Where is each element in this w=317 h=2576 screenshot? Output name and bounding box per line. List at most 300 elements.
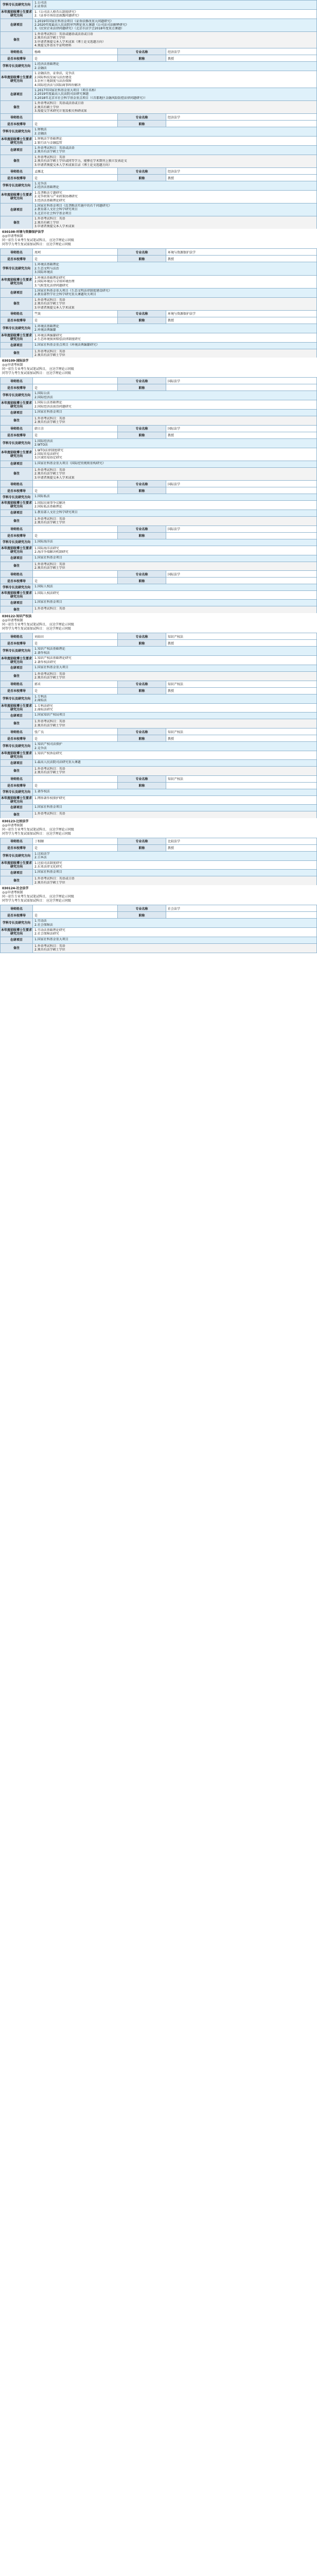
row-label: 学科专长及研究方向 (1, 324, 33, 333)
row-value: 是 (34, 257, 38, 261)
section-note: 同一招生专业考生复试笔试科目， 应达学理论示同级 (2, 367, 74, 371)
value-line: 2.东亚法律文化研究 (34, 865, 62, 869)
row-label: 在研项目 (1, 19, 33, 31)
value-line: 2.须具有法学硕士学位 (34, 948, 65, 952)
value-lines (34, 204, 315, 215)
row-remarks (1, 216, 316, 229)
value-line: 3.北京市社会科学基金项目 (34, 211, 72, 215)
row-label: 学科专长及研究方向 (1, 494, 33, 500)
value-line: 2.教育部人文社会科学研究项目 (34, 208, 78, 212)
row-supervisor (1, 776, 316, 783)
row-label: 是否本校博导 (1, 533, 33, 539)
row-label: 学科专长及研究方向 (1, 584, 33, 590)
value-lines (34, 790, 315, 793)
row-label: 备注 (1, 562, 33, 571)
supervisor-card (0, 377, 317, 425)
row-label: 是否本校博导 (1, 912, 33, 918)
supervisor-card (0, 633, 317, 680)
row-label: 学科专长及研究方向 (1, 62, 33, 71)
row-value (33, 204, 316, 216)
row-value (33, 181, 316, 190)
row-projects (1, 665, 316, 672)
row-research (1, 1, 316, 10)
value-lines (34, 752, 315, 755)
value-line: 1.国家社科基金项目 (34, 555, 62, 560)
value-lines (34, 468, 315, 480)
value-line: 2.须具有法学硕士学位 (34, 880, 65, 885)
row-label: 在研项目 (1, 510, 33, 516)
row-achievements (1, 751, 316, 760)
row-value: 国际法学 (168, 572, 181, 577)
value-lines (34, 877, 315, 885)
value-line: 2.须具有法学硕士学位 (34, 723, 65, 727)
value-line: 1.金融法治，证券法，竞争法 (34, 72, 75, 76)
row-label: 专业名称 (117, 249, 166, 255)
row-supervisor (1, 249, 316, 256)
row-label: 专业名称 (117, 905, 166, 911)
value-lines (34, 156, 315, 167)
row-value (33, 416, 316, 425)
row-status (1, 121, 316, 127)
value-lines (34, 462, 315, 465)
row-research (1, 181, 316, 191)
row-label: 本年度招收博士生要求研究方向 (1, 656, 32, 664)
value-line: 1.网络著作权保护研究 (34, 796, 65, 800)
row-value (166, 912, 316, 918)
row-research (1, 439, 316, 448)
row-achievements (1, 796, 316, 805)
row-value: 国际法学 (168, 528, 181, 532)
value-line: 1.外语考试科目：英语 (34, 607, 65, 611)
row-projects (1, 600, 316, 606)
value-line: 1.财税法学基础理论 (34, 137, 62, 141)
row-value (33, 905, 117, 911)
value-line: 1.专利法研究 (34, 704, 53, 708)
row-value (33, 349, 316, 358)
row-label: 导师姓名 (1, 776, 33, 782)
row-value: 教授 (168, 434, 174, 438)
value-line: 1.国家知识产权局项目 (34, 713, 65, 717)
value-line: 1.国际海洋法研究 (34, 546, 59, 550)
value-lines (34, 20, 315, 31)
value-lines (34, 600, 315, 604)
value-line: 1.国家社科基金重大项目《国际经贸规则重构研究》 (34, 461, 105, 465)
value-line: 2.国际经济法前沿问题研究 (34, 404, 72, 409)
value-lines (34, 796, 315, 800)
row-supervisor (1, 838, 316, 845)
row-value (33, 776, 117, 782)
section-note: 同等学力考生复试需加试科目： 应达学理论示同级 (2, 899, 71, 903)
value-lines (34, 191, 315, 202)
row-label: 导师姓名 (1, 378, 33, 384)
value-line: 1.竞争法 (34, 182, 47, 185)
value-lines (34, 767, 315, 775)
value-line: 2.教育部哲学社会科学研究重大课题攻关项目 (34, 293, 96, 297)
row-label: 在研项目 (1, 343, 33, 349)
value-lines (34, 32, 315, 48)
section-header (0, 885, 317, 905)
row-value: 知识产权法 (168, 777, 184, 782)
row-remarks (1, 101, 316, 113)
row-label: 在研项目 (1, 88, 33, 100)
row-achievements (1, 448, 316, 461)
value-line: 3.区域贸易协定研究 (34, 456, 62, 460)
row-value: 教授 (168, 176, 174, 180)
row-label: 是否本校博导 (1, 384, 33, 391)
value-line: 2.须具有硕士学位 (34, 221, 59, 225)
value-lines (34, 666, 315, 669)
row-status (1, 912, 316, 919)
value-lines (34, 517, 315, 525)
value-line: 1.《公司法人格否认制度研究》 (34, 10, 78, 14)
row-label: 本年度招收博士生要求研究方向 (1, 401, 32, 409)
row-label: 职称 (117, 55, 166, 61)
value-line: 1.外语考试科目：英语 (34, 349, 65, 353)
value-line: 1.环境法基础理论研究 (34, 276, 65, 280)
row-value: 比较法学 (168, 840, 181, 844)
row-value (33, 937, 316, 943)
value-lines (34, 656, 315, 664)
row-label: 本年度招收博士生要求研究方向 (1, 276, 33, 288)
row-value: 竺效 (34, 312, 41, 316)
value-line: 1.劳动法基础理论研究 (34, 928, 65, 933)
row-label: 职称 (117, 845, 166, 851)
row-value (33, 861, 316, 870)
value-line: 3.需提交学术研究计划及相关科研成果 (34, 109, 87, 113)
row-value (33, 461, 316, 467)
row-value (33, 517, 316, 526)
row-remarks (1, 606, 316, 613)
row-label: 学科专长及研究方向 (1, 391, 33, 400)
value-line: 3.2018年北京市社会科学基金重点项目（《首都地区金融风险防控法律问题研究》） (34, 96, 147, 100)
section-title: 030108-环境与资源保护法学 (2, 230, 44, 234)
row-value (33, 600, 316, 606)
row-projects (1, 410, 316, 416)
row-value (33, 539, 316, 546)
value-line: 2.金融法 (34, 131, 47, 135)
value-line: 3.国际环境法 (34, 270, 53, 275)
value-line: 1.外语考试科目：英语 (34, 562, 65, 566)
value-line: 2.竞争政策与产业政策协调研究 (34, 195, 78, 199)
row-projects (1, 510, 316, 517)
row-remarks (1, 767, 316, 775)
row-value (33, 796, 316, 804)
value-lines (34, 591, 315, 595)
value-lines (34, 704, 315, 712)
row-label: 备注 (1, 101, 33, 113)
row-value (33, 876, 316, 885)
value-lines (34, 812, 315, 816)
section-note: ◎◎申请考核制 (2, 891, 23, 895)
row-supervisor (1, 311, 316, 317)
row-value: 教授 (168, 641, 174, 646)
row-value: 是 (34, 641, 38, 646)
row-value (33, 767, 316, 775)
row-value (33, 919, 316, 927)
value-line: 1.外语考试科目：英语 (34, 767, 65, 771)
row-label: 导师姓名 (1, 633, 33, 639)
row-label: 本年度招收博士生要求研究方向 (1, 752, 32, 759)
supervisor-card (0, 570, 317, 613)
row-label: 导师姓名 (1, 728, 33, 735)
value-line: 2.须具有法学硕士学位 (34, 420, 65, 425)
row-value: 国际法学 (168, 482, 181, 486)
row-supervisor (1, 681, 316, 688)
row-label: 在研项目 (1, 713, 33, 719)
value-lines (34, 401, 315, 409)
row-value (166, 121, 316, 127)
row-value (33, 71, 316, 88)
row-label: 专业名称 (117, 526, 166, 532)
row-label: 导师姓名 (1, 526, 33, 532)
value-line: 1.2019年国家社科基金项目《证券法修改重大问题研究》 (34, 19, 113, 23)
row-label: 备注 (1, 767, 33, 775)
row-label: 在研项目 (1, 600, 33, 606)
row-label: 备注 (1, 944, 33, 953)
row-value (33, 672, 316, 681)
row-label: 本年度招收博士生要求研究方向 (1, 334, 32, 342)
row-label: 职称 (117, 384, 166, 391)
row-achievements (1, 10, 316, 19)
row-status (1, 845, 316, 852)
row-supervisor (1, 168, 316, 175)
row-label: 备注 (1, 155, 33, 167)
row-status (1, 640, 316, 647)
row-research (1, 694, 316, 704)
row-value: 是 (34, 534, 38, 538)
row-achievements (1, 704, 316, 713)
row-label: 专业名称 (117, 48, 166, 55)
value-line: 1.外语考试科目：英语或日语 (34, 877, 75, 881)
supervisor-card (0, 167, 317, 229)
value-line: 1.比较司法制度研究 (34, 861, 62, 865)
row-projects (1, 343, 316, 349)
row-value (33, 391, 316, 400)
value-line: 2.著作权法研究 (34, 660, 56, 664)
row-research (1, 539, 316, 546)
row-label: 备注 (1, 672, 33, 681)
value-line: 3.申请者须提交本人学术成果 (34, 225, 75, 229)
row-label: 专业名称 (117, 378, 166, 384)
row-value: 经济法学 (168, 115, 181, 120)
row-projects (1, 555, 316, 562)
row-value (33, 494, 316, 500)
row-label: 导师姓名 (1, 48, 33, 55)
value-lines (34, 217, 315, 228)
row-remarks (1, 672, 316, 681)
row-achievements (1, 501, 316, 510)
row-achievements (1, 656, 316, 665)
row-label: 在研项目 (1, 555, 33, 562)
row-label: 本年度招收博士生要求研究方向 (1, 591, 32, 599)
value-line: 1.国家社科基金重大项目《生态文明法律制度建设研究》 (34, 289, 112, 293)
section-header (0, 613, 317, 633)
supervisor-card (0, 425, 317, 480)
row-label: 职称 (117, 256, 166, 262)
row-label: 职称 (117, 735, 166, 741)
row-label: 备注 (1, 606, 33, 613)
section-note: 同等学力考生复试需加试科目： 应达学理论示同级 (2, 832, 71, 836)
row-value (33, 704, 316, 713)
row-achievements (1, 333, 316, 343)
row-label: 职称 (117, 432, 166, 438)
row-value (33, 760, 316, 766)
row-remarks (1, 155, 316, 167)
row-label: 导师姓名 (1, 681, 33, 687)
row-value: 国际法学 (168, 427, 181, 431)
row-value (33, 789, 316, 795)
row-value: 知识产权法 (168, 635, 184, 639)
row-value: 是 (34, 434, 38, 438)
value-line: 1.国际公法 (34, 392, 50, 396)
value-lines (34, 852, 315, 860)
row-value: 教授 (168, 257, 174, 261)
row-value: 丁相顺 (34, 840, 44, 844)
row-value (33, 137, 316, 145)
row-value: 国际法学 (168, 379, 181, 383)
value-line: 1.环境法基础理论 (34, 263, 59, 267)
row-value: 是 (34, 122, 38, 126)
value-line: 3.气候变化法律问题研究 (34, 283, 68, 287)
row-value (33, 88, 316, 100)
row-value: 教授 (168, 689, 174, 693)
value-line: 2.银行法与金融监管 (34, 141, 62, 145)
row-label: 备注 (1, 811, 33, 818)
value-line: 1.外语考试科目：英语 (34, 155, 65, 159)
value-lines (34, 1, 315, 9)
row-value (33, 1, 316, 9)
row-value (33, 713, 316, 719)
supervisor-card (0, 48, 317, 113)
value-line: 2.社会保障法研究 (34, 932, 59, 936)
row-value: 教授 (168, 737, 174, 741)
row-supervisor (1, 378, 316, 384)
value-line: 2.证券法 (34, 5, 47, 9)
row-supervisor (1, 633, 316, 640)
row-remarks (1, 719, 316, 728)
row-value: 是 (34, 737, 38, 741)
row-projects (1, 760, 316, 767)
section-note: 同一招生专业考生复试笔试科目， 应达学理论示同级 (2, 895, 74, 899)
value-line: 2.须具有法学硕士学位 (34, 150, 65, 154)
row-label: 是否本校博导 (1, 317, 33, 324)
row-value: 经济法学 (168, 50, 181, 54)
row-value (33, 665, 316, 671)
value-line: 1.比较法学 (34, 852, 50, 856)
value-lines (34, 720, 315, 727)
row-label: 专业名称 (117, 571, 166, 577)
row-label: 学科专长及研究方向 (1, 539, 33, 546)
row-label: 备注 (1, 719, 33, 728)
row-value (33, 333, 316, 342)
row-value: 是 (34, 689, 38, 693)
row-value (33, 400, 316, 409)
value-line: 1.外语考试科目：英语 (34, 672, 65, 676)
row-label: 导师姓名 (1, 168, 33, 174)
row-label: 学科专长及研究方向 (1, 852, 33, 860)
row-projects (1, 937, 316, 944)
row-remarks (1, 349, 316, 358)
row-label: 导师姓名 (1, 249, 33, 255)
row-achievements (1, 546, 316, 555)
row-value: 是 (34, 176, 38, 180)
row-label: 本年度招收博士生要求研究方向 (1, 71, 33, 88)
row-value (33, 742, 316, 751)
value-line: 1.2017年国家社科基金重大项目（项目名称） (34, 88, 98, 92)
row-label: 是否本校博导 (1, 735, 33, 741)
row-value (33, 343, 316, 349)
row-research (1, 391, 316, 400)
value-line: 1.外语考试科目：英语 (34, 417, 65, 420)
section-note: ◎◎申请考核制 (2, 234, 23, 239)
section-title: 030122-知识产权法 (2, 615, 32, 619)
value-line: 2.社会保障法 (34, 923, 53, 927)
row-value: 韩立余 (34, 427, 44, 431)
section-header (0, 358, 317, 377)
row-label: 在研项目 (1, 665, 33, 671)
row-value (33, 606, 316, 613)
row-status (1, 256, 316, 262)
row-label: 专业名称 (117, 168, 166, 174)
value-line: 4.须提交外语水平证明材料 (34, 44, 72, 48)
value-line: 1.外语考试科目：英语或法语或日语 (34, 101, 84, 106)
row-status (1, 487, 316, 494)
row-value: 张广良 (34, 730, 44, 734)
value-line: 2.生态文明与法治 (34, 266, 59, 270)
value-line: 2.国际环境法与全球环境治理 (34, 280, 75, 284)
row-remarks (1, 298, 316, 310)
value-line: 1.最高人民法院司法研究重大课题 (34, 760, 81, 764)
row-status (1, 384, 316, 391)
row-value (33, 10, 316, 19)
value-lines (34, 439, 315, 447)
value-lines (34, 861, 315, 869)
supervisor-card (0, 838, 317, 885)
row-label: 导师姓名 (1, 838, 33, 844)
row-value: 是 (34, 319, 38, 323)
row-remarks (1, 517, 316, 526)
row-label: 职称 (117, 912, 166, 918)
value-lines (34, 713, 315, 717)
value-line: 1.外语考试科目：英语 (34, 468, 65, 472)
row-label: 本年度招收博士生要求研究方向 (1, 547, 32, 554)
value-lines (34, 547, 315, 554)
value-line: 1.财税法 (34, 128, 47, 132)
value-line: 1.国家社科基金重点项目《环境法典编纂研究》 (34, 343, 99, 347)
row-value (33, 870, 316, 876)
row-label: 是否本校博导 (1, 55, 33, 61)
row-label: 在研项目 (1, 461, 33, 467)
row-supervisor (1, 481, 316, 487)
row-value (33, 510, 316, 516)
section-title: 030123-比较法学 (2, 819, 29, 823)
row-projects (1, 713, 316, 719)
supervisor-card (0, 310, 317, 358)
value-lines (34, 495, 315, 498)
value-line: 1.国家社科基金项目 (34, 870, 62, 874)
row-label: 职称 (117, 578, 166, 584)
row-research (1, 494, 316, 501)
row-projects (1, 870, 316, 876)
row-value (33, 811, 316, 818)
value-line: 1.WTO法律制度研究 (34, 448, 64, 452)
supervisor-card (0, 775, 317, 818)
row-remarks (1, 32, 316, 48)
row-value: 经济法学 (168, 170, 181, 174)
row-supervisor (1, 426, 316, 432)
row-label: 备注 (1, 468, 33, 480)
row-label: 学科专长及研究方向 (1, 694, 33, 703)
